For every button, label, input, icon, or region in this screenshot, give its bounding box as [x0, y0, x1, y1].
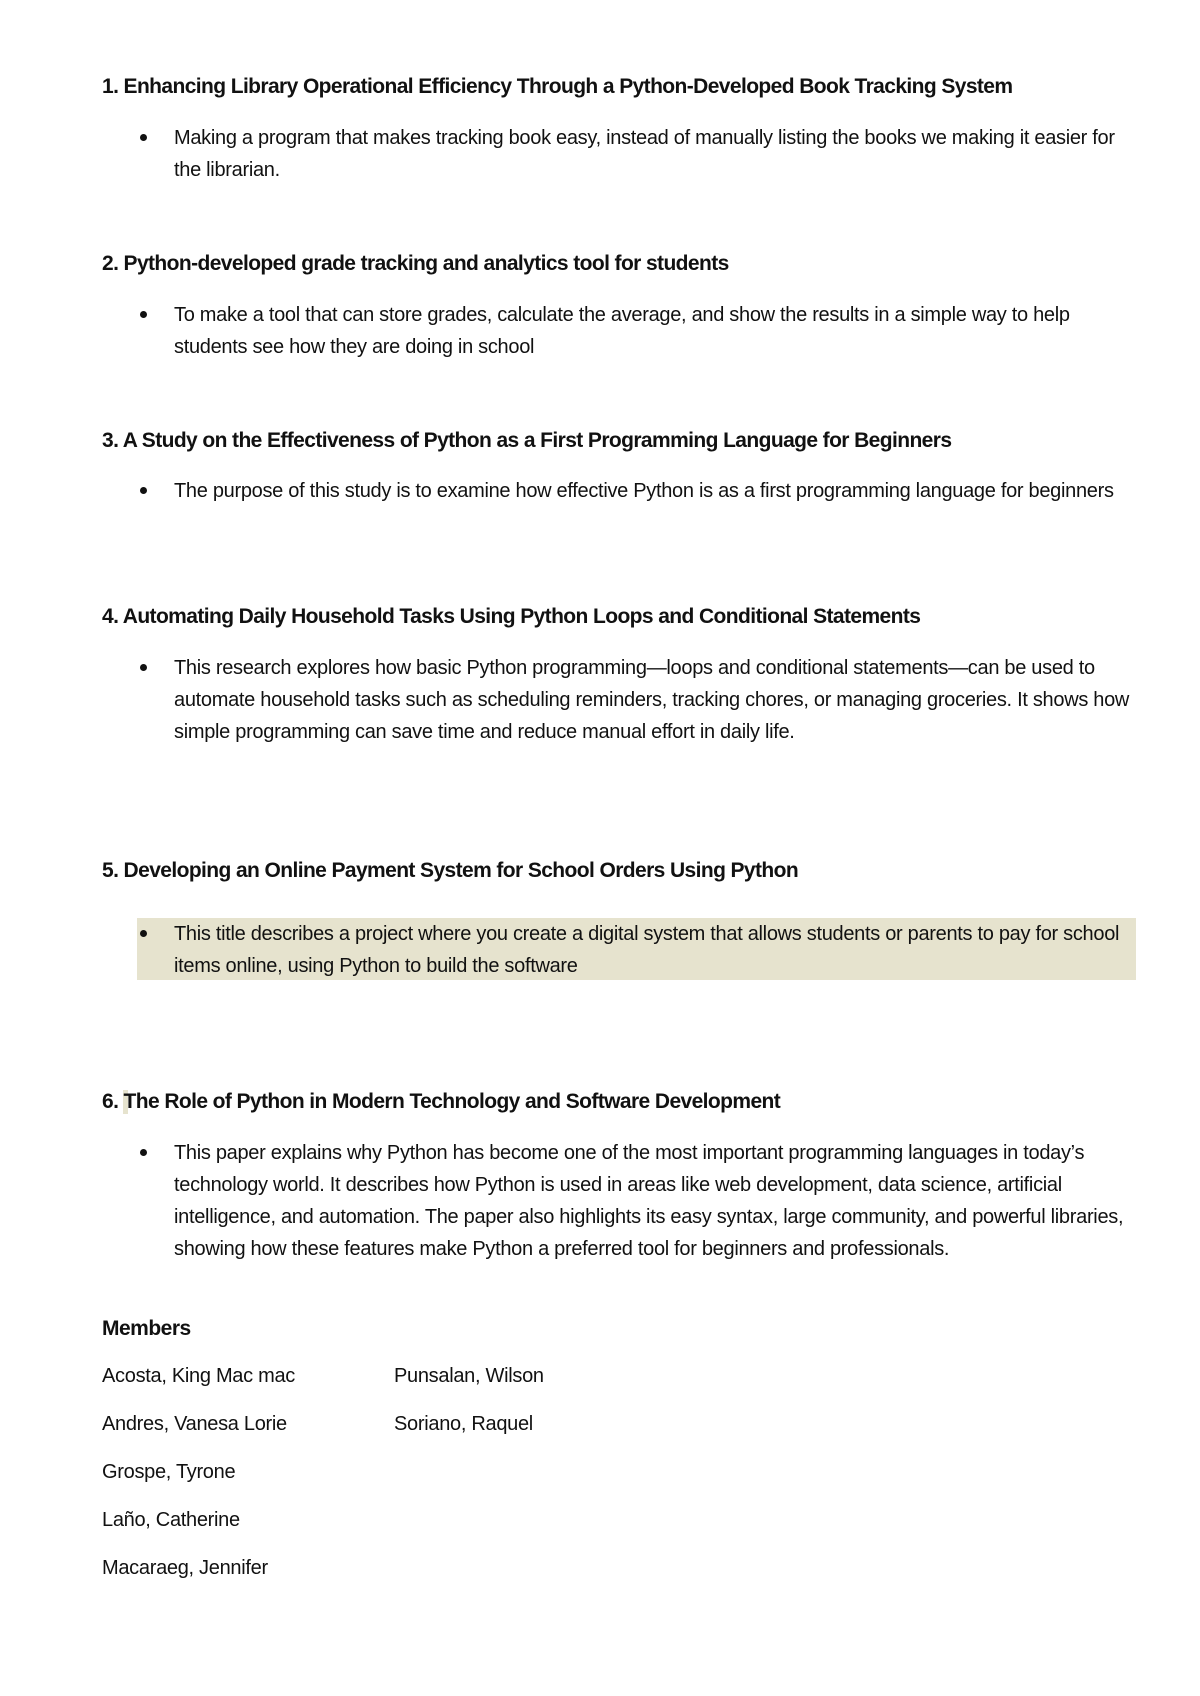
topic-heading: 3. A Study on the Effectiveness of Python as a First Programming Language for Beginners: [102, 429, 952, 452]
bullet-dot-icon: [140, 1149, 147, 1156]
bullet-text: This research explores how basic Python programming—loops and conditional statements—can be used to automate household tasks such as scheduling reminders, tracking chores, or managing groceries. It shows how simple programming can save time and reduce manual effort in daily life.: [174, 657, 1130, 743]
topic-heading: 5. Developing an Online Payment System for School Orders Using Python: [102, 859, 799, 882]
member-name: Acosta, King Mac mac: [102, 1365, 295, 1387]
bullet-dot-icon: [140, 930, 147, 937]
topic-heading: 4. Automating Daily Household Tasks Using Python Loops and Conditional Statements: [102, 605, 921, 628]
topic-heading: 6. The Role of Python in Modern Technology and Software Development: [102, 1090, 781, 1113]
member-name: Soriano, Raquel: [394, 1413, 533, 1435]
bullet-text: This paper explains why Python has become one of the most important programming languages in today’s technology world. It describes how Python is used in areas like web development, data science, artificial intelligence, and automation. The paper also highlights its easy syntax, large community, and powerful libraries, showing how these features make Python a preferred tool for beginners and professionals.: [174, 1142, 1124, 1260]
member-name: Macaraeg, Jennifer: [102, 1557, 268, 1579]
member-name: Andres, Vanesa Lorie: [102, 1413, 287, 1435]
bullet-dot-icon: [140, 487, 147, 494]
topic-heading: 1. Enhancing Library Operational Efficiency Through a Python-Developed Book Tracking System: [102, 75, 1013, 98]
member-name: Grospe, Tyrone: [102, 1461, 236, 1483]
bullet-text: This title describes a project where you create a digital system that allows students or parents to pay for school items online, using Python to build the software: [174, 923, 1120, 977]
topic-heading: 2. Python-developed grade tracking and analytics tool for students: [102, 252, 729, 275]
bullet-text: The purpose of this study is to examine how effective Python is as a first programming language for beginners: [174, 480, 1114, 502]
member-name: Laño, Catherine: [102, 1509, 240, 1531]
bullet-text: To make a tool that can store grades, calculate the average, and show the results in a simple way to help students see how they are doing in school: [174, 304, 1070, 358]
bullet-dot-icon: [140, 664, 147, 671]
bullet-dot-icon: [140, 311, 147, 318]
members-title: Members: [102, 1317, 191, 1340]
member-name: Punsalan, Wilson: [394, 1365, 544, 1387]
bullet-dot-icon: [140, 134, 147, 141]
bullet-text: Making a program that makes tracking book easy, instead of manually listing the books we making it easier for the librarian.: [174, 127, 1115, 181]
